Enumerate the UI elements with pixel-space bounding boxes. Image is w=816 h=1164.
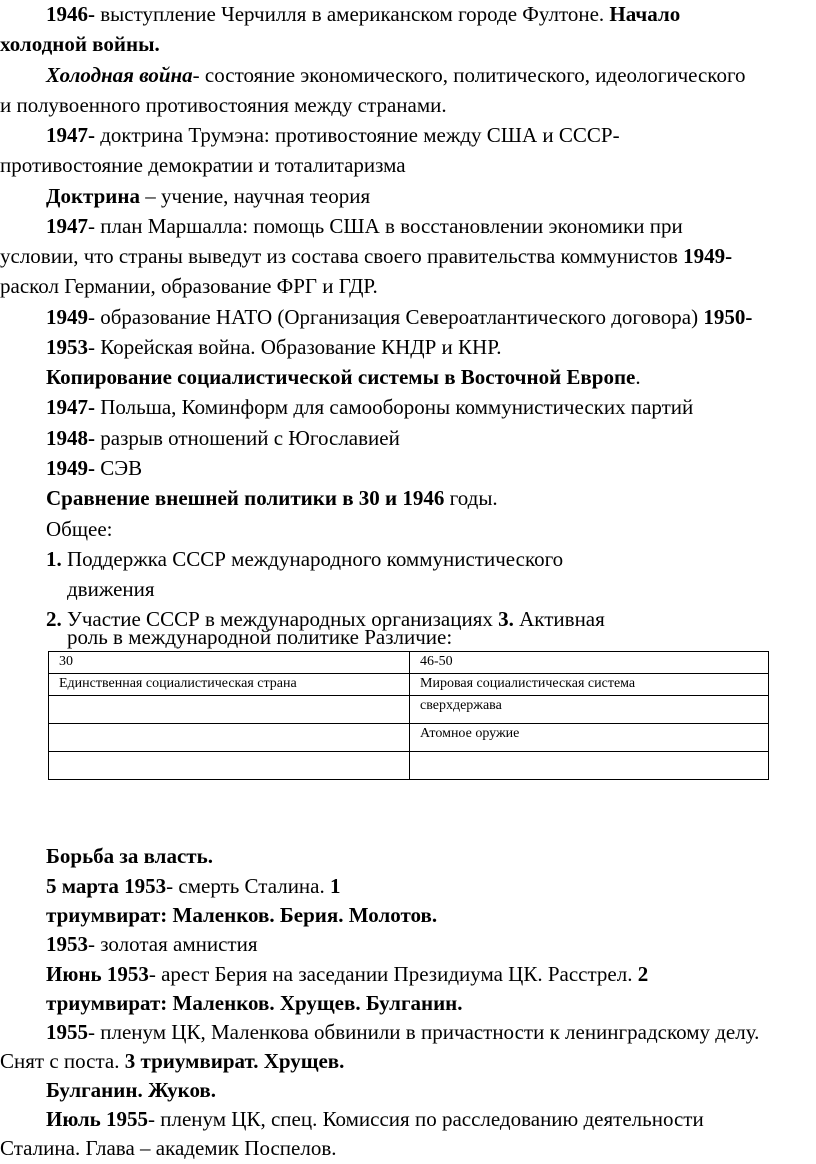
table-row: [49, 724, 769, 752]
paragraph-1948-yugoslavia: 1948- разрыв отношений с Югославией: [46, 426, 400, 450]
table-cell: сверхдержава: [410, 696, 769, 724]
paragraph-stalin-death: 5 марта 1953- смерть Сталина. 1: [46, 874, 341, 898]
list-item-1-cont: движения: [67, 577, 155, 601]
paragraph-eastern-europe: Копирование социалистической системы в Восточной Европе.: [46, 365, 641, 389]
paragraph-1946-cont: холодной войны.: [0, 32, 160, 56]
table-cell: 46-50: [410, 652, 769, 674]
table-cell: [49, 752, 410, 780]
paragraph-truman-cont: противостояние демократии и тоталитаризма: [0, 153, 406, 177]
table-row: [49, 674, 769, 696]
paragraph-july-1955: Июль 1955- пленум ЦК, спец. Комиссия по расследованию деятельности: [46, 1107, 704, 1131]
paragraph-beria-arrest: Июнь 1953- арест Берия на заседании Президиума ЦК. Расстрел. 2: [46, 962, 649, 986]
paragraph-1949-comecon: 1949- СЭВ: [46, 456, 143, 480]
paragraph-triumvirate-1: триумвират: Маленков. Берия. Молотов.: [46, 903, 438, 927]
table-cell: Атомное оружие: [410, 724, 769, 752]
table-cell: [49, 724, 410, 752]
paragraph-korea: 1953- Корейская война. Образование КНДР и КНР.: [46, 335, 502, 359]
table-row: [49, 696, 769, 724]
table-cell: [49, 696, 410, 724]
paragraph-doctrine-def: Доктрина – учение, научная теория: [46, 184, 371, 208]
paragraph-marshall-cont: условии, что страны выведут из состава своего правительства коммунистов 1949-: [0, 244, 733, 268]
paragraph-cold-war-def: Холодная война- состояние экономического, политического, идеологического: [46, 63, 746, 87]
list-item-1: 1. Поддержка СССР международного коммунистического: [46, 547, 564, 571]
paragraph-cold-war-def-cont: и полувоенного противостояния между странами.: [0, 93, 447, 117]
paragraph-1955-plenum: 1955- пленум ЦК, Маленкова обвинили в причастности к ленинградскому делу.: [46, 1020, 760, 1044]
list-item-2: 2. Участие СССР в международных организациях 3. Активная: [46, 607, 605, 631]
paragraph-1955-plenum-cont: Снят с поста. 3 триумвират. Хрущев.: [0, 1049, 345, 1073]
section-heading-power-struggle: Борьба за власть.: [46, 844, 213, 868]
paragraph-1947-poland: 1947- Польша, Коминформ для самообороны коммунистических партий: [46, 395, 694, 419]
paragraph-comparison-heading: Сравнение внешней политики в 30 и 1946 годы.: [46, 486, 498, 510]
table-cell: 30: [49, 652, 410, 674]
table-cell: Единственная социалистическая страна: [49, 674, 410, 696]
paragraph-truman: 1947- доктрина Трумэна: противостояние между США и СССР-: [46, 123, 620, 147]
paragraph-triumvirate-3: Булганин. Жуков.: [46, 1078, 217, 1102]
paragraph-1946: 1946- выступление Черчилля в американском городе Фултоне. Начало: [46, 2, 681, 26]
list-item-3-cont: роль в международной политике Различие:: [67, 625, 453, 649]
paragraph-marshall-cont-2: раскол Германии, образование ФРГ и ГДР.: [0, 274, 378, 298]
table-cell: [410, 752, 769, 780]
comparison-table: [48, 651, 769, 780]
table-cell: Мировая социалистическая система: [410, 674, 769, 696]
table-row: [49, 652, 769, 674]
paragraph-amnesty: 1953- золотая амнистия: [46, 932, 258, 956]
paragraph-triumvirate-2: триумвират: Маленков. Хрущев. Булганин.: [46, 991, 463, 1015]
paragraph-marshall: 1947- план Маршалла: помощь США в восстановлении экономики при: [46, 214, 683, 238]
paragraph-july-1955-cont: Сталина. Глава – академик Поспелов.: [0, 1136, 337, 1160]
paragraph-common: Общее:: [46, 517, 113, 541]
paragraph-nato: 1949- образование НАТО (Организация Североатлантического договора) 1950-: [46, 305, 753, 329]
table-row: [49, 752, 769, 780]
